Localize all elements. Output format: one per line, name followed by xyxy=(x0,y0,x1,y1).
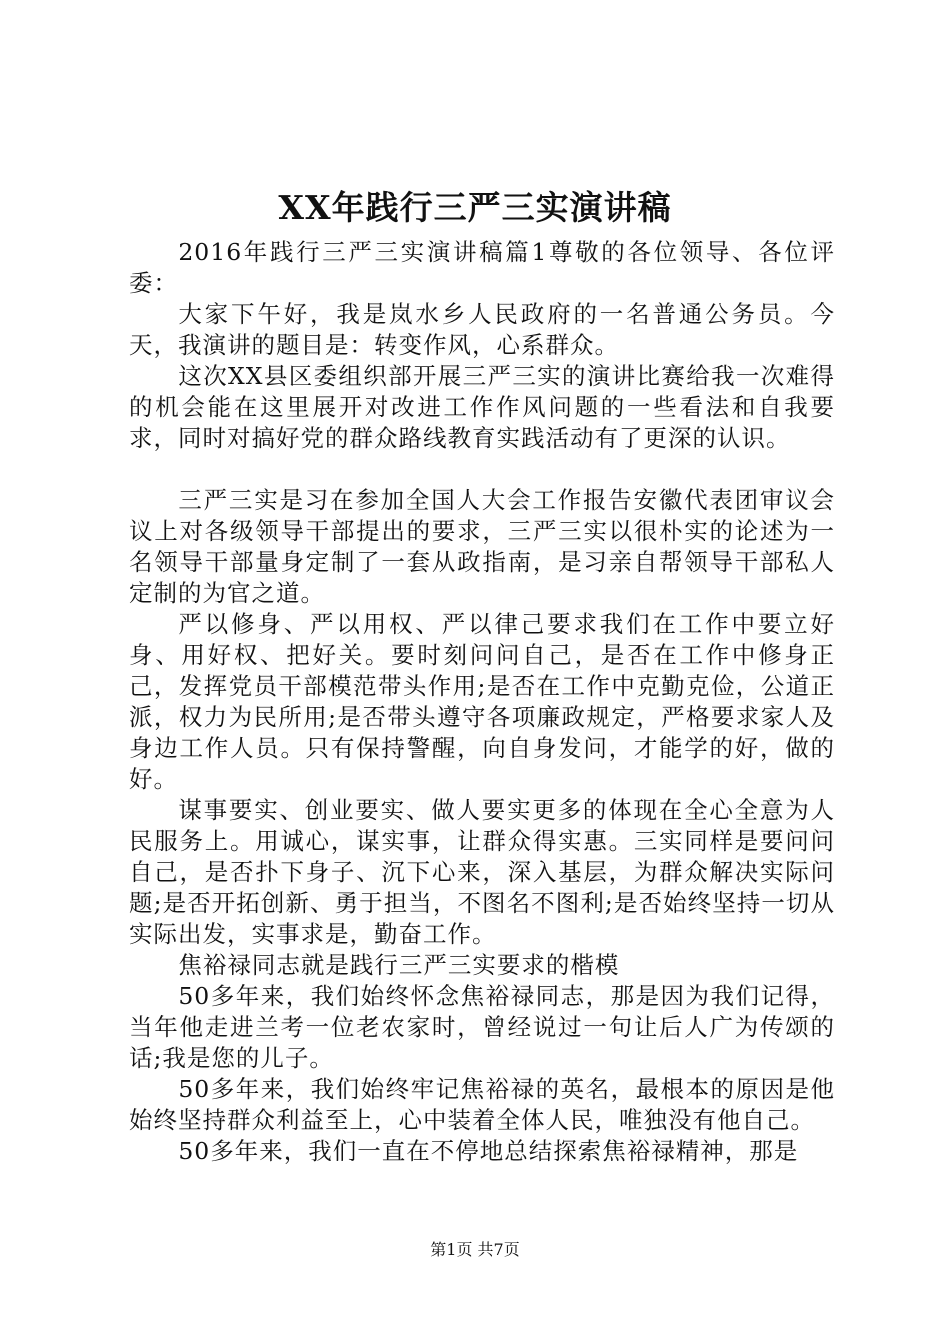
document-body xyxy=(129,237,835,1167)
document-title: XX年践行三严三实演讲稿 xyxy=(278,188,672,227)
paragraph: 50多年来，我们始终怀念焦裕禄同志，那是因为我们记得，当年他走进兰考一位老农家时，曾经说过一句让后人广为传颂的话;我是您的儿子。 xyxy=(129,982,835,1072)
paragraph: 焦裕禄同志就是践行三严三实要求的楷模 xyxy=(178,951,620,979)
paragraph: 2016年践行三严三实演讲稿篇1尊敬的各位领导、各位评委： xyxy=(129,238,835,297)
blank-line xyxy=(129,454,835,485)
paragraph: 谋事要实、创业要实、做人要实更多的体现在全心全意为人民服务上。用诚心，谋实事，让群众得实惠。三实同样是要问问自己，是否扑下身子、沉下心来，深入基层，为群众解决实际问题;是否开拓创新、勇于担当，不图名不图利;是否始终坚持一切从实际出发，实事求是，勤奋工作。 xyxy=(129,796,835,948)
paragraph: 50多年来，我们始终牢记焦裕禄的英名，最根本的原因是他始终坚持群众利益至上，心中装着全体人民，唯独没有他自己。 xyxy=(129,1075,835,1134)
paragraph: 50多年来，我们一直在不停地总结探索焦裕禄精神，那是 xyxy=(178,1137,799,1165)
page-footer: 第1页 共7页 xyxy=(430,1240,520,1259)
paragraph: 大家下午好，我是岚水乡人民政府的一名普通公务员。今天，我演讲的题目是：转变作风，心系群众。 xyxy=(129,300,835,359)
paragraph: 严以修身、严以用权、严以律己要求我们在工作中要立好身、用好权、把好关。要时刻问问自己，是否在工作中修身正己，发挥党员干部模范带头作用;是否在工作中克勤克俭，公道正派，权力为民所用;是否带头遵守各项廉政规定，严格要求家人及身边工作人员。只有保持警醒，向自身发问，才能学的好，做的好。 xyxy=(129,610,835,793)
paragraph: 三严三实是习在参加全国人大会工作报告安徽代表团审议会议上对各级领导干部提出的要求，三严三实以很朴实的论述为一名领导干部量身定制了一套从政指南，是习亲自帮领导干部私人定制的为官之道。 xyxy=(129,486,835,607)
paragraph: 这次XX县区委组织部开展三严三实的演讲比赛给我一次难得的机会能在这里展开对改进工作作风问题的一些看法和自我要求，同时对搞好党的群众路线教育实践活动有了更深的认识。 xyxy=(129,362,835,452)
